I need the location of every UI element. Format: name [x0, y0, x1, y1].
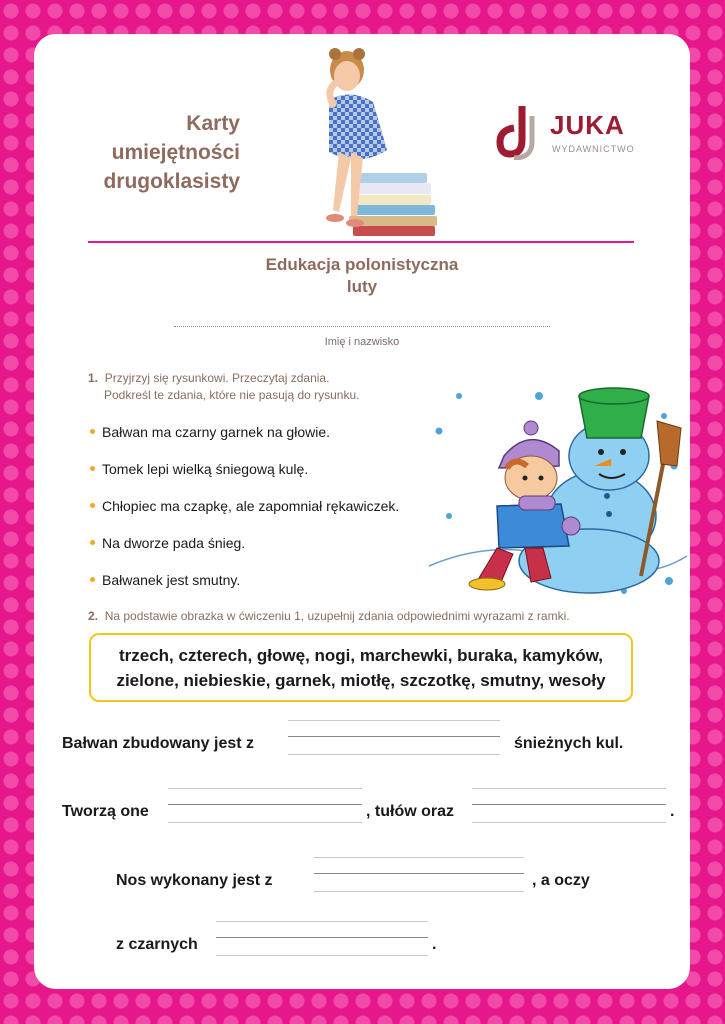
subject-heading: [34, 254, 690, 298]
sentence-text: Na dworze pada śnieg.: [102, 535, 246, 551]
publisher-logo: [494, 102, 644, 166]
sentence-3-start: Nos wykonany jest z: [116, 872, 273, 889]
title-line: umiejętności: [111, 141, 240, 164]
sentence-2-start: Tworzą one: [62, 803, 149, 820]
boy-building-snowman-illustration: [419, 356, 689, 596]
sentence-1-start: Bałwan zbudowany jest z: [62, 735, 255, 752]
name-entry-line[interactable]: [174, 326, 550, 327]
header-divider: [88, 241, 634, 243]
bullet-icon: [90, 540, 95, 545]
word-bank-box: [89, 633, 633, 702]
bullet-icon: [90, 503, 95, 508]
sentence-text: Bałwan ma czarny garnek na głowie.: [102, 424, 331, 440]
worksheet-page: [34, 34, 690, 989]
task-2-instructions: [88, 608, 668, 625]
task-text: Na podstawie obrazka w ćwiczeniu 1, uzupełnij zdania odpowiednimi wyrazami z ramki.: [104, 609, 570, 623]
bullet-icon: [90, 577, 95, 582]
list-item[interactable]: [90, 459, 430, 496]
sentence-2-end: .: [670, 803, 675, 820]
name-label: Imię i nazwisko: [324, 336, 400, 348]
sentence-3-end: , a oczy: [532, 872, 590, 889]
logo-subtitle: WYDAWNICTWO: [552, 144, 635, 154]
list-item[interactable]: [90, 496, 430, 533]
subject-line: Edukacja polonistyczna: [265, 255, 459, 274]
answer-blank[interactable]: [472, 788, 666, 824]
list-item[interactable]: [90, 570, 430, 607]
title-line: drugoklasisty: [103, 170, 240, 193]
juka-logo-icon: [494, 102, 548, 160]
task-text: Przyjrzyj się rysunkowi. Przeczytaj zdania.: [104, 371, 330, 385]
sentence-4-end: .: [432, 936, 437, 953]
subject-line: luty: [346, 277, 378, 296]
answer-blank[interactable]: [288, 720, 500, 756]
sentence-text: Tomek lepi wielką śniegową kulę.: [102, 461, 309, 477]
word-bank-line: zielone, niebieskie, garnek, miotłę, szczotkę, smutny, wesoły: [116, 671, 606, 690]
girl-on-books-illustration: [289, 40, 449, 240]
task-1-instructions: [88, 370, 408, 404]
bullet-icon: [90, 429, 95, 434]
sentence-text: Chłopiec ma czapkę, ale zapomniał rękawiczek.: [102, 498, 400, 514]
answer-blank[interactable]: [314, 857, 524, 893]
sentence-4-start: z czarnych: [116, 936, 198, 953]
list-item[interactable]: [90, 422, 430, 459]
sentence-text: Bałwanek jest smutny.: [102, 572, 241, 588]
bullet-icon: [90, 466, 95, 471]
sentence-list: [90, 422, 430, 607]
sentence-2-middle: , tułów oraz: [366, 803, 454, 820]
title-line: Karty: [186, 112, 240, 135]
task-number: 2.: [88, 609, 99, 623]
answer-blank[interactable]: [216, 921, 428, 957]
answer-blank[interactable]: [168, 788, 362, 824]
list-item[interactable]: [90, 533, 430, 570]
word-bank-line: trzech, czterech, głowę, nogi, marchewki, buraka, kamyków,: [118, 646, 604, 665]
logo-name: JUKA: [550, 110, 625, 140]
task-number: 1.: [88, 371, 99, 385]
worksheet-title: [94, 109, 240, 196]
task-text: Podkreśl te zdania, które nie pasują do rysunku.: [104, 388, 360, 402]
sentence-1-end: śnieżnych kul.: [514, 735, 624, 752]
